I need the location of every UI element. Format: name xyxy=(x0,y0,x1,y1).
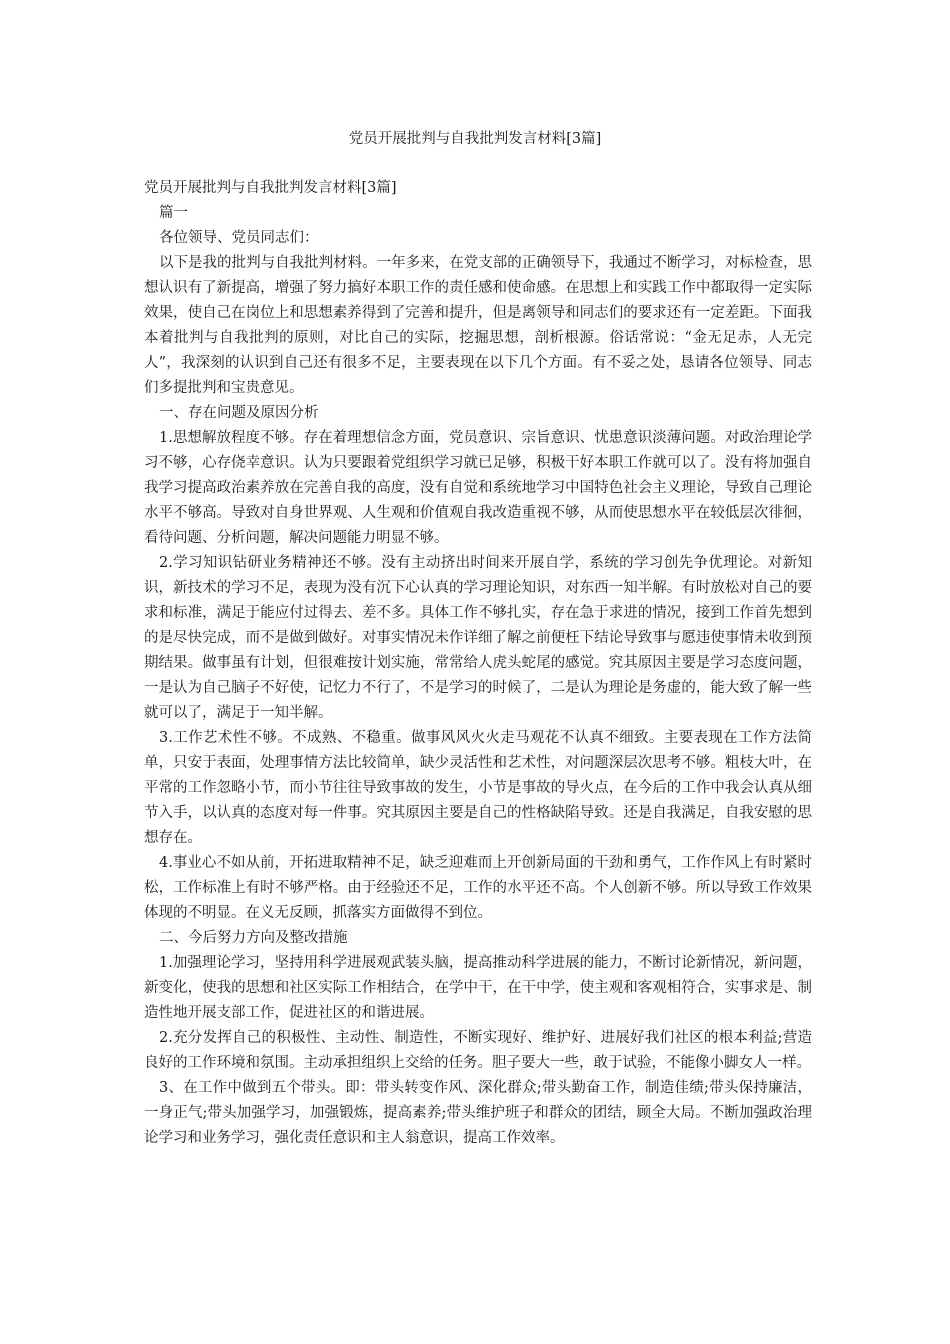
section2-paragraph-2: 2.充分发挥自己的积极性、主动性、制造性，不断实现好、维护好、进展好我们社区的根本利益;营造良好的工作环境和氛围。主动承担组织上交给的任务。胆子要大一些，敢于试验，不能像小脚女人一样。 xyxy=(144,1030,812,1071)
greeting: 各位领导、党员同志们： xyxy=(159,230,319,246)
section-heading-1: 一、存在问题及原因分析 xyxy=(159,405,319,421)
intro-paragraph: 以下是我的批判与自我批判材料。一年多来，在党支部的正确领导下，我通过不断学习，对标检查，思想认识有了新提高，增强了努力搞好本职工作的责任感和使命感。在思想上和实践工作中都取得一定实际效果，使自己在岗位上和思想素养得到了完善和提升，但是离领导和同志们的要求还有一定差距。下面我本着批判与自我批判的原则，对比自己的实际，挖掘思想，剖析根源。俗话常说：“金无足赤，人无完人”，我深刻的认识到自己还有很多不足，主要表现在以下几个方面。有不妥之处，恳请各位领导、同志们多提批判和宝贵意见。 xyxy=(144,255,812,396)
section2-paragraph-1: 1.加强理论学习，坚持用科学进展观武装头脑，提高推动科学进展的能力，不断讨论新情况，新问题，新变化，使我的思想和社区实际工作相结合，在学中干，在干中学，使主观和客观相符合，实事求是、制造性地开展支部工作，促进社区的和谐进展。 xyxy=(144,955,812,1021)
document-subtitle: 党员开展批判与自我批判发言材料[3篇] xyxy=(144,180,397,196)
page-title: 党员开展批判与自我批判发言材料[3篇] xyxy=(348,131,602,147)
section1-paragraph-4: 4.事业心不如从前，开拓进取精神不足，缺乏迎难而上开创新局面的干劲和勇气，工作作风上有时紧时松，工作标准上有时不够严格。由于经验还不足，工作的水平还不高。个人创新不够。所以导致工作效果体现的不明显。在义无反顾，抓落实方面做得不到位。 xyxy=(144,855,812,921)
section2-paragraph-3: 3、在工作中做到五个带头。即：带头转变作风、深化群众;带头勤奋工作，制造佳绩;带头保持廉洁，一身正气;带头加强学习，加强锻炼，提高素养;带头维护班子和群众的团结，顾全大局。不断加强政治理论学习和业务学习，强化责任意识和主人翁意识，提高工作效率。 xyxy=(144,1080,812,1146)
section1-paragraph-3: 3.工作艺术性不够。不成熟、不稳重。做事风风火火走马观花不认真不细致。主要表现在工作方法简单，只安于表面，处理事情方法比较简单，缺少灵活性和艺术性，对问题深层次思考不够。粗枝大叶，在平常的工作忽略小节，而小节往往导致事故的发生，小节是事故的导火点，在今后的工作中我会认真从细节入手，以认真的态度对每一件事。究其原因主要是自己的性格缺陷导致。还是自我满足，自我安慰的思想存在。 xyxy=(144,730,812,846)
part-label: 篇一 xyxy=(159,205,188,221)
section-heading-2: 二、今后努力方向及整改措施 xyxy=(159,930,348,946)
section1-paragraph-1: 1.思想解放程度不够。存在着理想信念方面，党员意识、宗旨意识、忧患意识淡薄问题。对政治理论学习不够，心存侥幸意识。认为只要跟着党组织学习就已足够，积极干好本职工作就可以了。没有将加强自我学习提高政治素养放在完善自我的高度，没有自觉和系统地学习中国特色社会主义理论，导致自己理论水平不够高。导致对自身世界观、人生观和价值观自我改造重视不够，从而使思想水平在较低层次徘徊，看待问题、分析问题，解决问题能力明显不够。 xyxy=(144,430,812,546)
section1-paragraph-2: 2.学习知识钻研业务精神还不够。没有主动挤出时间来开展自学，系统的学习创先争优理论。对新知识，新技术的学习不足，表现为没有沉下心认真的学习理论知识，对东西一知半解。有时放松对自己的要求和标准，满足于能应付过得去、差不多。具体工作不够扎实，存在急于求进的情况，接到工作首先想到的是尽快完成，而不是做到做好。对事实情况未作详细了解之前便枉下结论导致事与愿违使事情未收到预期结果。做事虽有计划，但很难按计划实施，常常给人虎头蛇尾的感觉。究其原因主要是学习态度问题，一是认为自己脑子不好使，记忆力不行了，不是学习的时候了，二是认为理论是务虚的，能大致了解一些就可以了，满足于一知半解。 xyxy=(144,555,812,721)
document-body xyxy=(144,176,812,1151)
